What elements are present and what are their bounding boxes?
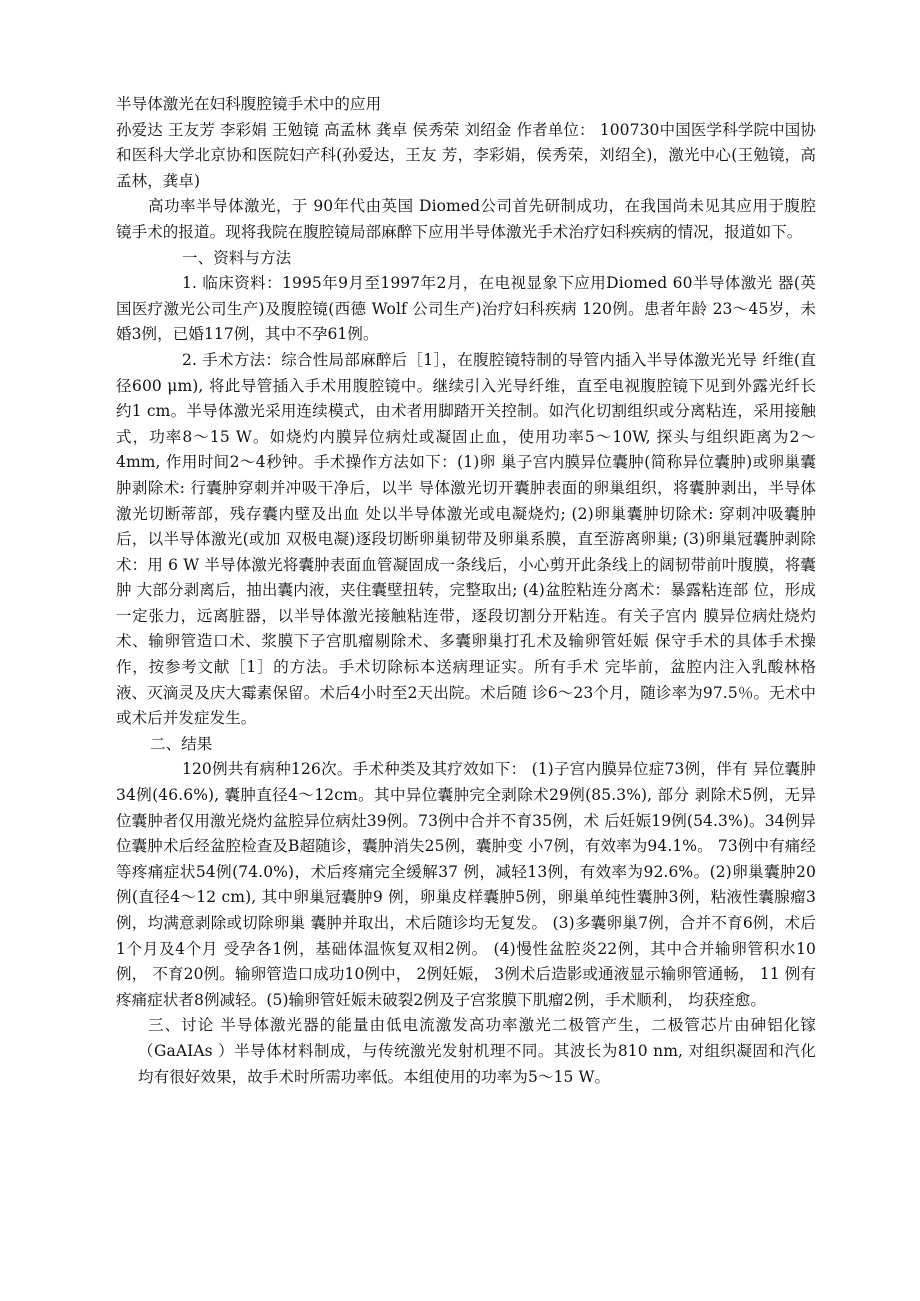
methods-surgical-procedure: 2. 手术方法：综合性局部麻醉后［1］，在腹腔镜特制的导管内插入半导体激光光导 纤维(直径600 μm), 将此导管插入手术用腹腔镜中。继续引入光导纤维，直至电视腹腔镜下见到外露光纤长约1 cm。半导体激光采用连续模式，由术者用脚踏开关控制。如汽化切割组织或分离粘连，采用接触式，功率8～15 W。如烧灼内膜异位病灶或凝固止血，使用功率5～10W, 探头与组织距离为2～4mm, 作用时间2～4秒钟。手术操作方法如下：(1)卵 巢子宫内膜异位囊肿(简称异位囊肿)或卵巢囊肿剥除术: 行囊肿穿刺并冲吸干净后，以半 导体激光切开囊肿表面的卵巢组织，将囊肿剥出，半导体激光切断蒂部，残存囊内壁及出血 处以半导体激光或电凝烧灼; (2)卵巢囊肿切除术: 穿刺冲吸囊肿后，以半导体激光(或加 双极电凝)逐段切断卵巢韧带及卵巢系膜，直至游离卵巢; (3)卵巢冠囊肿剥除术：用 6 W 半导体激光将囊肿表面血管凝固成一条线后，小心剪开此条线上的阔韧带前叶腹膜，将囊肿 大部分剥离后，抽出囊内液，夹住囊壁扭转，完整取出; (4)盆腔粘连分离术：暴露粘连部 位，形成一定张力，远离脏器，以半导体激光接触粘连带，逐段切割分开粘连。有关子宫内 膜异位病灶烧灼术、输卵管造口术、浆膜下子宫肌瘤剔除术、多囊卵巢打孔术及输卵管妊娠 保守手术的具体手术操作，按参考文献［1］的方法。手术切除标本送病理证实。所有手术 完毕前，盆腔内注入乳酸林格液、灭滴灵及庆大霉素保留。术后4小时至2天出院。术后随 诊6～23个月，随诊率为97.5％。无术中或术后并发症发生。 [116,350,816,728]
document-page [116,92,816,1090]
article-title: 半导体激光在妇科腹腔镜手术中的应用 [116,95,382,113]
section-heading-results: 二、结果 [150,734,213,753]
section-heading-methods: 一、资料与方法 [182,248,292,267]
methods-clinical-data: 1. 临床资料：1995年9月至1997年2月，在电视显象下应用Diomed 60半导体激光 器(英国医疗激光公司生产)及腹腔镜(西德 Wolf 公司生产)治疗妇科疾病 120例。患者年龄 23～45岁，未婚3例，已婚117例，其中不孕61例。 [116,274,816,344]
discussion-paragraph: 三、讨论 半导体激光器的能量由低电流激发高功率激光二极管产生，二极管芯片由砷铝化镓 （GaAIAs ）半导体材料制成，与传统激光发射机理不同。其波长为810 nm, 对组织凝固和汽化 均有很好效果，故手术时所需功率低。本组使用的功率为5～15 W。 [138,1016,816,1086]
intro-paragraph: 高功率半导体激光，于 90年代由英国 Diomed公司首先研制成功，在我国尚未见其应用于腹腔镜手术的报道。现将我院在腹腔镜局部麻醉下应用半导体激光手术治疗妇科疾病的情况，报道如下。 [116,197,816,241]
results-paragraph: 120例共有病种126次。手术种类及其疗效如下： (1)子宫内膜异位症73例，伴有 异位囊肿34例(46.6%), 囊肿直径4～12cm。其中异位囊肿完全剥除术29例(85.3%), 部分 剥除术5例，无异位囊肿者仅用激光烧灼盆腔异位病灶39例。73例中合并不育35例，术 后妊娠19例(54.3%)。34例异位囊肿术后经盆腔检查及B超随诊，囊肿消失25例，囊肿变 小7例，有效率为94.1%。 73例中有痛经等疼痛症状54例(74.0%)，术后疼痛完全缓解37 例，减轻13例，有效率为92.6%。(2)卵巢囊肿20例(直径4～12 cm), 其中卵巢冠囊肿9 例，卵巢皮样囊肿5例，卵巢单纯性囊肿3例，粘液性囊腺瘤3例，均满意剥除或切除卵巢 囊肿并取出，术后随诊均无复发。 (3)多囊卵巢7例，合并不育6例，术后1个月及4个月 受孕各1例，基础体温恢复双相2例。 (4)慢性盆腔炎22例，其中合并输卵管积水10例， 不育20例。输卵管造口成功10例中， 2例妊娠， 3例术后造影或通液显示输卵管通畅， 11 例有疼痛症状者8例减轻。(5)输卵管妊娠未破裂2例及子宫浆膜下肌瘤2例，手术顺利， 均获痊愈。 [116,760,816,1009]
author-info: 孙爱达 王友芳 李彩娟 王勉镜 高孟林 龚卓 侯秀荣 刘绍金 作者单位： 100730中国医学科学院中国协和医科大学北京协和医院妇产科(孙爱达，王友 芳，李彩娟，侯秀荣，刘绍全)，激光中心(王勉镜，高孟林，龚卓) [116,120,816,190]
